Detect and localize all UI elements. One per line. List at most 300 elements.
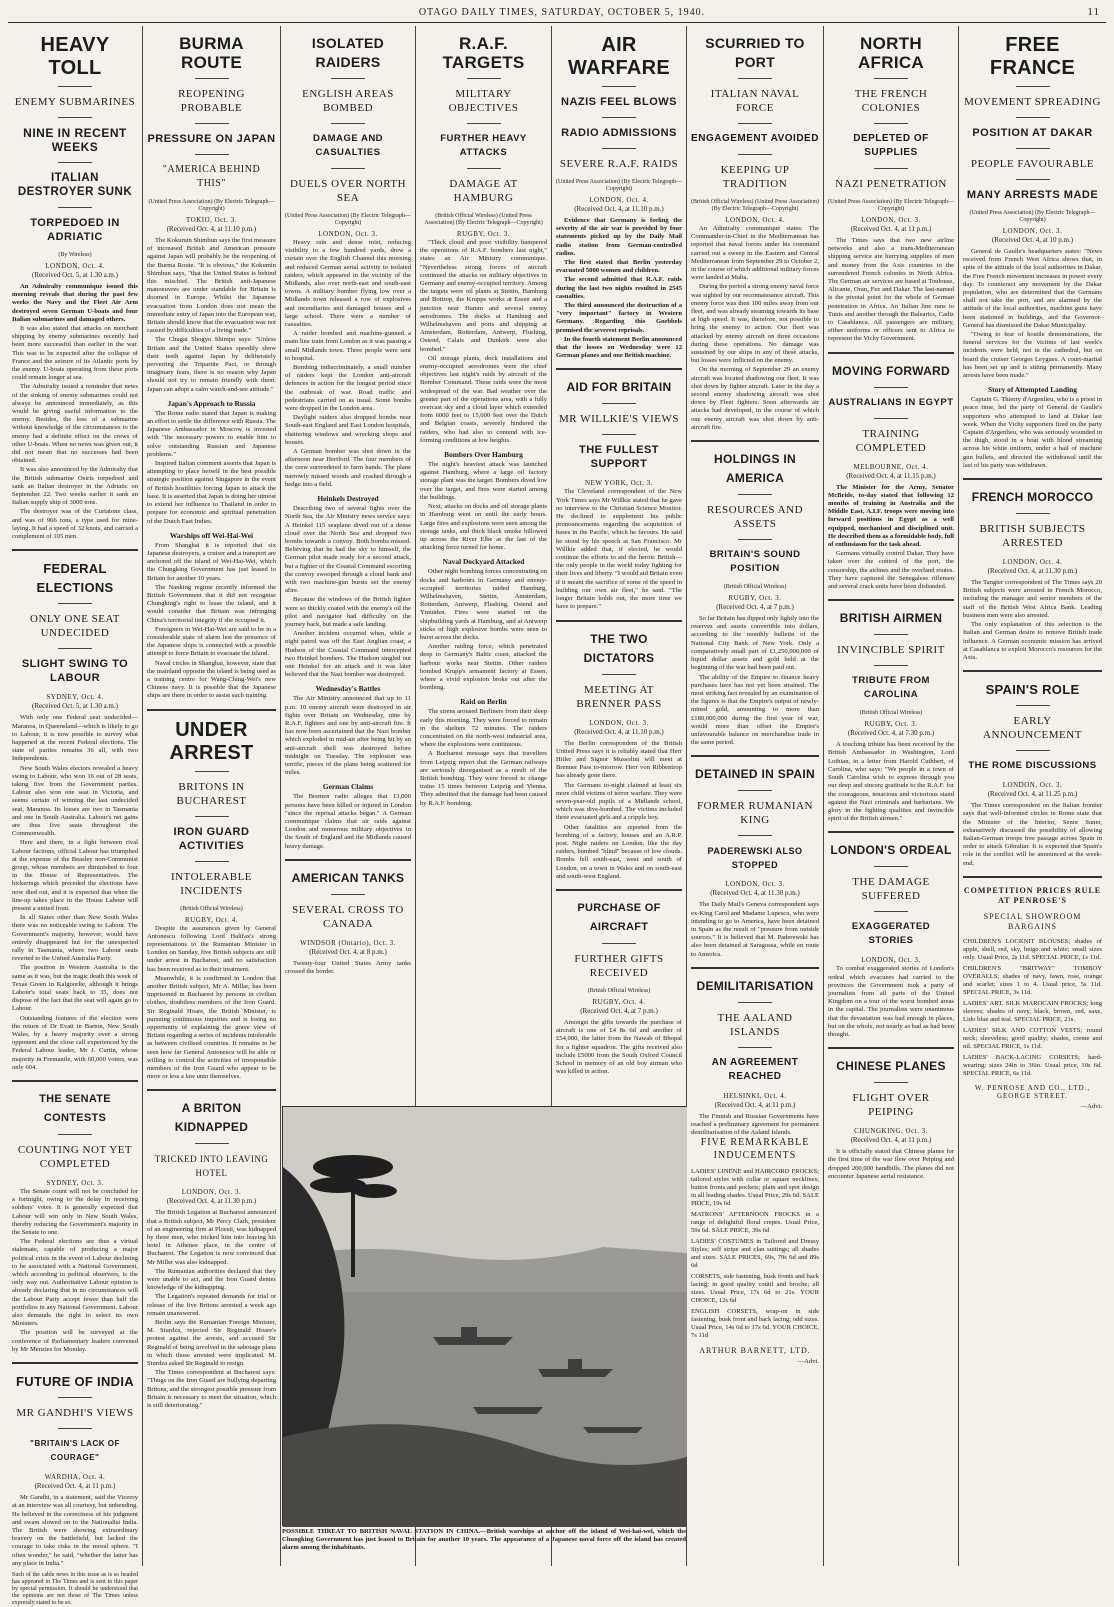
- paragraph: Inspired Italian comment asserts that Japan is attempting to place herself in the best possible strategic position against Singapore in the event of British hostilities forcing Japan to attack the base. It is asserted that Japan is doing her utmost to extend her influence to Thailand in order to prepare for economic and spiritual penetration of the Dutch East Indies.: [147, 460, 276, 525]
- divider: [874, 387, 908, 388]
- paragraph: The Minister for the Army, Senator McBride, to-day stated that following 12 months of training in Australia and the Middle East, A.I.F. troops were moving into forward positions in Egypt as a well equipped, mechanised and disciplined unit. He described them as a formidable body, full of enthusiasm for the task ahead.: [828, 483, 955, 549]
- paragraph: A touching tribute has been received by the British Ambassador in Washington, Lord Lothian, in a letter from Harold Cuthbert, of Carolina, who says: "We people in a town of South Carolina wish to express through you our deep and sincere gratitude to the R.A.F. for the courageous, tenacious and victorious stand against the Nazi criminals and barbarians. We glory in the fighting qualities and invincible spirit of the British airmen.": [828, 741, 954, 823]
- dateline: LONDON, Oct. 4.: [45, 262, 105, 270]
- side-heading: Japan's Approach to Russia: [167, 398, 256, 408]
- received-line: (Received Oct. 4, at 11.30 p.m.): [987, 567, 1078, 576]
- paragraph: The Rumanian authorities declared that they were unable to act, and the Iron Guard denies knowledge of the kidnapping.: [147, 1267, 276, 1292]
- article-body: [691, 225, 819, 432]
- paragraph: The Federal elections are thus a virtual stalemate, capable of producing a major political crisis in the event of Labour declining to be associated with a National Government, which according to political observers, is the only way out. Authoritative Labour opinion is already declaring that in no circumstances will the Labour Party accept fewer than half the portfolios in any National Government. Labour also demands the right to select its own Ministers.: [12, 1238, 138, 1328]
- article-body: [691, 901, 819, 958]
- advert-item: ENGLISH CORSETS, wrap-on in side fastening, busk front and back lacing; odd sizes. Usual Price, 14s 6d to 17s 6d. YOUR CHOICE, 7s 11d: [691, 1308, 819, 1339]
- article-body: [147, 1209, 276, 1410]
- divider: [467, 168, 501, 169]
- headline: BRITISH AIRMEN: [839, 611, 943, 626]
- received-line: (Received Oct. 4, at 8 p.m.): [309, 947, 387, 956]
- headline: PURCHASE OF AIRCRAFT: [577, 901, 661, 933]
- divider: [602, 674, 636, 675]
- divider: [195, 78, 229, 79]
- divider: [58, 1134, 92, 1135]
- subhead: FLIGHT OVER PEIPING: [852, 1092, 930, 1119]
- subhead: TRICKED INTO LEAVING HOTEL: [154, 1154, 269, 1179]
- dateline: LONDON, Oct. 3.: [861, 956, 921, 965]
- paragraph: The destroyer was of the Curtatone class, and was of 966 tons, a type used for mine-laying. It had a speed of 32 knots, and carried a complement of 105 men.: [12, 508, 138, 541]
- subhead: ENEMY SUBMARINES: [14, 96, 136, 108]
- column-2: [143, 26, 280, 1566]
- subhead: RADIO ADMISSIONS: [561, 127, 677, 139]
- article-body: [828, 484, 954, 592]
- paragraph: The Kokumin Shimbun says the first measure of increased British and American pressure against Japan will probably be the reopening of the Burma Route. "It is obvious," the Kokumin Shimbun says, "that the United States is behind this mischief. The British anti-Japanese manoeuvres are under standable for Britain is doomed in Europe. Whilst the Japanese evacuation from London does not mean the immediate entry of Japan into the European war, Britain should know that the evacuation was not caused by difficulties of a living trade.": [147, 237, 276, 335]
- article-isolated-raiders: [285, 34, 411, 851]
- divider: [58, 86, 92, 87]
- credit: (By Wireless): [58, 252, 92, 258]
- article-body: [828, 1148, 954, 1181]
- dateline: CHUNGKING, Oct. 3.: [854, 1127, 928, 1136]
- paragraph: A raider bombed and machine-gunned a main line train from London as it was passing a small Midlands town. Three people were sent to hospital.: [285, 330, 411, 362]
- paragraph: The Finnish and Russian Governments have reached a preliminary agreement for permanent demilitarisation of the Aaland Islands.: [691, 1112, 819, 1137]
- paragraph: Berlin says the Rumanian Foreign Minister, M. Sturdza, rejected Sir Reginald Hoare's protest against the arrests, and accused Sir Reginald of being involved in the sabotage plans in which those arrested were implicated. M. Sturdza asked Sir Reginald to resign.: [147, 1319, 276, 1368]
- column-5: [552, 26, 686, 1102]
- divider: [58, 162, 92, 163]
- headline: AIR WARFARE: [567, 34, 671, 79]
- paragraph: The Germans to-night claimed at least six more child victims of terror warfare. They were seven-year-old pupils of a Midlands school, which was dive-bombed. The victims included three evacuated girls and a cripple boy.: [556, 781, 682, 822]
- tree-canopy: [313, 1155, 393, 1179]
- page-number: 11: [1087, 6, 1100, 18]
- dateline: WINDSOR (Ontario), Oct. 3.: [300, 938, 396, 947]
- paragraph: Other fatalities are reported from the bombing of a factory, houses and an A.R.P. post. Night raiders on London, like the day raiders, bombed "blind" because of low clouds. Bombs fell south-east, west and south of London, on a town in Wales and on south-east and south-west England.: [556, 823, 682, 880]
- paragraph: The Nanking regime recently informed the British Government that it did not recognise Chungking's right to lease the island, and it would consider that Britain was infringing China's territorial integrity if she occupied it.: [147, 583, 276, 624]
- paragraph: In all States other than New South Wales there was no noticeable swing to Labour. The Government's majority, however, would have entirely disappeared but for the unexpected rally in Tasmania, where two Labour seats reverted to the United Australia Party.: [12, 914, 138, 963]
- paragraph: Outstanding features of the election were the return of Dr Evatt in Barton, New South Wales, by a heavy majority over a strong opponent and the close call experienced by the Federal Labour leader, Mr J. Curtin, whose majority in Fremantle, with 60,000 voters, was only 604.: [12, 1014, 138, 1071]
- divider: [1016, 86, 1050, 87]
- subhead: ENGLISH AREAS BOMBED: [302, 88, 394, 114]
- headline: FUTURE OF INDIA: [16, 1374, 134, 1390]
- section-rule: [556, 620, 682, 622]
- headline: CHINESE PLANES: [836, 1059, 946, 1074]
- credit: (United Press Association) (By Electric Telegraph—Copyright): [148, 199, 275, 212]
- subhead: ITALIAN DESTROYER SUNK: [17, 172, 133, 198]
- article-raf-targets: [420, 34, 547, 808]
- divider: [874, 123, 908, 124]
- divider: [602, 117, 636, 118]
- side-heading: German Claims: [322, 782, 374, 792]
- paragraph: The Daily Mail's Geneva correspondent says ex-King Carol and Madame Lupescu, who were intending to go to America, have been detained in Spain as the result of "pressure from outside sources." It is believed that M. Paderewski has also been detained at Saragossa, while en route to America.: [691, 901, 819, 958]
- warship-bridge: [568, 1359, 582, 1369]
- divider: [874, 866, 908, 867]
- article-spains-role: [963, 680, 1102, 868]
- headline: THE TWO DICTATORS: [583, 631, 655, 665]
- article-senate-contests: [12, 1090, 138, 1354]
- paragraph: Because the windows of the British fighter were so thickly coated with the enemy's oil the pilot and navigator had difficulty on the journey back, but made a safe landing.: [285, 596, 411, 628]
- divider: [1016, 179, 1050, 180]
- divider: [738, 78, 772, 79]
- harbour-photo-illustration: [283, 1107, 687, 1527]
- section-rule: [828, 352, 954, 354]
- article-holdings-in-america: [691, 450, 819, 747]
- credit: (British Official Wireless) (United Press Association) (By Electric Telegraph—Copyright): [424, 213, 543, 226]
- divider: [58, 117, 92, 118]
- column-4: [416, 26, 551, 1102]
- article-body: [828, 965, 954, 1039]
- paragraph: Heavy rain and dense mist, reducing visibility to a few hundred yards, drew a curtain over the English Channel this morning and reduced German aerial activity to isolated raiders, which appeared in the vicinity of the Midlands, also over north-east and south-east towns. A military bomber flying low over a Midlands town released a row of explosives and incendiaries and damaged houses and a large school. There were a number of casualties.: [285, 239, 411, 329]
- subhead: DUELS OVER NORTH SEA: [289, 178, 407, 204]
- advert-item: MATRONS' AFTERNOON FROCKS in a range of delightful floral crepes. Usual Price, 59s 6d. SALE PRICE, 39s 6d: [691, 1211, 819, 1234]
- divider: [331, 168, 365, 169]
- headline: SCURRIED TO PORT: [705, 35, 805, 70]
- headline: MOVING FORWARD: [832, 363, 950, 378]
- side-heading: Wednesday's Battles: [315, 684, 381, 694]
- subhead: BRITAIN'S SOUND POSITION: [709, 549, 801, 575]
- divider: [602, 403, 636, 404]
- paragraph: Describing two of several fights over the North Sea, the Air Ministry news service says: A Heinkel 115 seaplane dived out of a dense cloud over the North Sea and dropped two bombs towards a convoy. Both bombs missed. Believing that he had the sky to himself, the German pilot made ready for a second attack, but a fighter of the Coastal Command escorting the convoy swooped through a cloud bank and with two machine-gun bursts set the enemy afire.: [285, 505, 411, 595]
- section-rule: [963, 478, 1102, 480]
- advert-item: CORSETS, side fastening, busk fronts and back lacing; in good quality coutil and broche; all sizes. Usual Price, 17s 6d to 21s. YOUR CHOICE, 12s 6d: [691, 1273, 819, 1304]
- divider: [1016, 148, 1050, 149]
- paragraph: The Senate count will not be concluded for a fortnight, owing to the delay in receiving soldiers' votes. It is generally expected that Labour will win only in New South Wales, thereby reducing the Government's majority in the Senate to one.: [12, 1188, 138, 1237]
- dateline: HELSINKI, Oct. 4.: [723, 1091, 787, 1100]
- subhead: FORMER RUMANIAN KING: [697, 800, 813, 827]
- divider: [58, 1397, 92, 1398]
- subhead: RESOURCES AND ASSETS: [706, 504, 804, 531]
- credit: (United Press Association) (By Electric Telegraph—Copyright): [285, 213, 411, 226]
- subhead: INTOLERABLE INCIDENTS: [170, 870, 253, 897]
- subhead: THE ROME DISCUSSIONS: [968, 760, 1097, 772]
- subhead: PRESSURE ON JAPAN: [147, 133, 276, 145]
- dateline: SYDNEY, Oct. 3.: [46, 1179, 104, 1188]
- paragraph: The third announced the destruction of a "very important" factory in Western Germany. Regarding this Goebbels promised the severest reprisals.: [556, 302, 682, 334]
- section-rule: [556, 889, 682, 891]
- advert-subtitle: SPECIAL SHOWROOM BARGAINS: [983, 911, 1082, 931]
- dateline: LONDON, Oct. 4.: [1002, 558, 1063, 567]
- article-londons-ordeal: [828, 841, 954, 1039]
- article-body: [963, 802, 1102, 868]
- subhead: MEETING AT BRENNER PASS: [576, 683, 662, 710]
- subhead: "AMERICA BEHIND THIS": [162, 164, 261, 189]
- advert-penrose: [963, 886, 1102, 1111]
- divider: [874, 418, 908, 419]
- dateline: RUGBY, Oct. 3.: [864, 720, 918, 729]
- paragraph: The position in Western Australia is the same as it was, but the tragic death this week of Texas Green in Kalgoorlie, although it brings Labour's total seats back to 35, does not dispose of the fact that the seat will again go to Labour.: [12, 964, 138, 1013]
- dateline: LONDON, Oct. 4.: [725, 216, 785, 224]
- article-body: [556, 488, 682, 611]
- credit: (United Press Association) (By Electric Telegraph—Copyright): [828, 199, 954, 212]
- article-body: [556, 740, 682, 881]
- subhead: ENGAGEMENT AVOIDED: [691, 133, 819, 144]
- paragraph: Naval circles in Shanghai, however, state that the mainland opposite the island is being used as a training centre for Wang-Ching-Wei's new Chinese navy. It is possible that the Japanese ships are there in order to assist such training.: [147, 659, 276, 700]
- paragraph: Twenty-four United States Army tanks crossed the border.: [285, 959, 411, 976]
- received-line: (Received Oct. 4, at 11.15 p.m.): [846, 471, 936, 480]
- dateline: LONDON, Oct. 4.: [589, 196, 649, 204]
- dateline: LONDON, Oct. 3.: [861, 216, 921, 224]
- subhead: NINE IN RECENT WEEKS: [23, 126, 127, 154]
- article-federal-elections: [12, 559, 138, 1072]
- subhead: BRITISH SUBJECTS ARRESTED: [979, 523, 1086, 550]
- subhead: MR WILLKIE'S VIEWS: [559, 413, 679, 426]
- received-line: (Received Oct. 4, at 10 p.m.): [991, 236, 1074, 244]
- headline: FRENCH MOROCCO: [971, 490, 1094, 505]
- headline: ISOLATED RAIDERS: [311, 35, 385, 70]
- subhead: INVINCIBLE SPIRIT: [837, 644, 945, 657]
- divider: [195, 154, 229, 155]
- divider: [331, 123, 365, 124]
- advert-item: CHILDREN'S LOCKNIT BLOUSES; shades of apple, shell, red, sky, beige and white; small sizes only. Usual Price, 2s 11d. SPECIAL PRICE, 1s 11d.: [963, 937, 1102, 961]
- paragraph: Amongst the gifts towards the purchase of aircraft is one of £4 8s 6d and another of £54,000, the latter from the Nawab of Bhopal for a fighter squadron. The gifts received also include £5000 from the South Oxford Council School in memory of an old boy airman who was killed in action.: [556, 1018, 682, 1076]
- paragraph: So far Britain has dipped only lightly into the reserves and assets convertible into dollars, according to the monthly bulletin of the National City Bank of New York. Only a comparatively small part of £1,250,000,000 of liquid dollar assets and gold held at the beginning of the war had been paid out.: [691, 615, 819, 672]
- paragraph: From Shanghai it is reported that six Japanese destroyers, a cruiser and a transport are anchored off the island of Wei-Hai-Wei, which the Chungking Government has just leased to Britain for another 10 years.: [147, 541, 276, 582]
- article-demilitarisation: [691, 977, 819, 1138]
- paragraph: In the fourth statement Berlin announced that the losses on Wednesday were 12 German planes and one British machine.: [556, 335, 682, 360]
- article-body: [12, 714, 138, 1072]
- headline: SPAIN'S ROLE: [985, 682, 1080, 698]
- subhead: "BRITAIN'S LACK OF COURAGE": [30, 1439, 120, 1463]
- warship: [473, 1407, 543, 1414]
- side-heading: Heinkels Destroyed: [317, 494, 379, 504]
- dateline: RUGBY, Oct. 3.: [457, 230, 510, 238]
- subhead: TRAINING COMPLETED: [855, 427, 927, 454]
- article-free-france: [963, 34, 1102, 470]
- article-purchase-of-aircraft: [556, 899, 682, 1076]
- subhead: NAZIS FEEL BLOWS: [561, 96, 677, 108]
- subhead: SLIGHT SWING TO LABOUR: [21, 658, 129, 685]
- paragraph: The Chugai Shogyo Shimpo says: "Unless Britain and the United States speedily show their teeth against Japan by deliberately perverting the Tripartite Pact, or through imaginary fears, there is no reason why Japan should not try to remain friendly with them. Japan can adopt a calm watch-and-see attitude.": [147, 336, 276, 393]
- side-heading: Story of Attempted Landing: [988, 385, 1077, 395]
- paragraph: Another raiding force, which penetrated deep to Germany's Baltic coast, attacked the harbour works near Stettin. Other raiders bombed Krupp's armament factory at Essen, where a vivid explosion broke out after the bombing.: [420, 643, 547, 692]
- paragraph: The position will be surveyed at the conference of Parliamentary leaders convened by Mr Menzies for Monday.: [12, 1329, 138, 1353]
- headline: THE SENATE CONTESTS: [39, 1093, 111, 1125]
- dateline: LONDON, Oct. 3.: [181, 1188, 242, 1197]
- divider: [874, 78, 908, 79]
- divider: [58, 1428, 92, 1429]
- warship: [583, 1427, 643, 1433]
- advert-item: CHILDREN'S "BRITWAY" TOMBOY OVERALLS; shades of navy, fawn, rose, orange and scarlet; sizes 1 to 4. Usual price, 5s 11d. SPECIAL PRICE, 3s 11d.: [963, 964, 1102, 996]
- article-body: [556, 1019, 682, 1076]
- paragraph: During the period a strong enemy naval force was sighted by our reconnaissance aircraft. This enemy force was then 100 miles away from our fleet, and was already steaming towards its base at high speed. It was, therefore, not possible to bring the enemy to action. Our fleet was attacked by enemy aircraft on three occasions during these operations. No damage was sustained by our ships in any of these attacks, but losses were inflicted on the enemy.: [691, 283, 819, 365]
- divider: [738, 494, 772, 495]
- subhead: AN AGREEMENT REACHED: [711, 1056, 799, 1082]
- article-burma-route: [147, 34, 276, 701]
- divider: [738, 123, 772, 124]
- headline: FEDERAL ELECTIONS: [36, 561, 114, 596]
- divider: [1016, 705, 1050, 706]
- received-line: (Received Oct. 4, at 11.10 p.m.): [574, 205, 664, 213]
- headline: NORTH AFRICA: [857, 34, 924, 72]
- credit: (United Press Association) (By Electric Telegraph—Copyright): [969, 210, 1096, 223]
- received-line: (Received Oct. 4, at 11.10 p.m.): [166, 225, 257, 233]
- subhead: THE DAMAGE SUFFERED: [852, 876, 930, 903]
- section-rule: [963, 670, 1102, 672]
- credit: (British Official Wireless): [587, 987, 651, 994]
- article-body: [828, 741, 954, 823]
- paragraph: Oil storage plants, dock installations and enemy-occupied aerodromes were the chief objectives last night's raids by aircraft of the Bomber Command. These raids were the most widespread of the war. Bad weather over the greater part of the operations area, with a fully overcast sky and a cloud layer which extended from 6000 feet to 15,000 feet over the Dutch and Belgian coasts, severely hindered the raiders, who had also to contend with ice-forming conditions at low heights.: [420, 354, 547, 444]
- article-two-dictators: [556, 630, 682, 881]
- subhead: BRITONS IN BUCHAREST: [176, 780, 247, 807]
- footnote: Such of the cable news in this issue as is so headed has appeared in The Times and is sent to this paper by special permission. It should be understood that the opinions are not those of The Times unless expressly stated to be so.: [12, 1571, 138, 1606]
- paragraph: An Admiralty communique states: The Commander-in-Chief in the Mediterranean has reported that naval forces under his command carried out a sweep in the Eastern and Central Mediterranean from September 29 to October 2, in the course of which additional military forces were landed at Malta.: [691, 225, 819, 282]
- divider: [874, 1082, 908, 1083]
- paragraph: The night's heaviest attack was launched against Hamburg, where a large oil factory storage plant was the target. Bombers dived low over the target, and fires were started among the buildings.: [420, 461, 547, 501]
- subhead: EXAGGERATED STORIES: [851, 921, 931, 947]
- received-line: (Received Oct. 4, at 11 p.m.): [714, 1100, 796, 1109]
- paragraph: Despite the assurances given by General Antonescu following Lord Halifax's strong representations to the Rumanian Minister in London on Sunday, five British subjects are still under arrest in Bucharest, and no satisfaction has been received as to their treatment.: [147, 924, 276, 973]
- divider: [195, 1143, 229, 1144]
- paragraph: The Cleveland correspondent of the New York Times says Mr Willkie stated that he gave no interview to the Christian Science Monitor. He declined to supplement his public pronouncements regarding the acquisition of bases in the Pacific, which he favours. He said he stood by his speech at San Francisco. Mr Willkie added that, if elected, he would continue the efforts to aid the heroic British—the only people in the world today fighting for their lives and liberty. "I would aid Britain even if it meant the sacrifice of some of the speed in building our own air fleet," he said. "The longer Britain holds out, the more time we have to prepare.": [556, 488, 682, 611]
- divider: [602, 86, 636, 87]
- article-aid-for-britain: [556, 378, 682, 611]
- side-heading: Bombers Over Hamburg: [444, 450, 523, 460]
- advert-item: LADIES' SILK AND COTTON VESTS; round neck; sleeveless; good quality; shades, creme and nil. SPECIAL PRICE, 1s 11d.: [963, 1026, 1102, 1050]
- section-rule: [12, 549, 138, 551]
- paragraph: The Berlin correspondent of the British United Press says it is reliably stated that Herr Hitler and Signor Mussolini will meet at Brenner Pass to-morrow. Herr von Ribbentrop has already gone there.: [556, 739, 682, 780]
- subhead: DAMAGE AT HAMBURG: [449, 178, 518, 204]
- subhead: FURTHER GIFTS RECEIVED: [574, 952, 664, 979]
- divider: [467, 123, 501, 124]
- divider: [331, 894, 365, 895]
- section-rule: [147, 709, 276, 711]
- column-8: [959, 26, 1106, 1566]
- credit: (United Press Association) (By Electric Telegraph—Copyright): [556, 179, 682, 192]
- credit: (British Official Wireless): [180, 905, 243, 912]
- divider: [738, 1047, 772, 1048]
- advert-title: COMPETITION PRICES RULE AT PENROSE'S: [963, 885, 1102, 905]
- headline: AMERICAN TANKS: [291, 870, 405, 885]
- paragraph: A Bucharest message says that travellers from Leipzig report that the German railways are seriously disorganised as a result of the British bombing. They were forced to change trains 15 times between Leipzig and Vienna. They admitted that the damage had been caused by R.A.F. bombing.: [420, 750, 547, 807]
- section-rule: [691, 440, 819, 442]
- divider: [874, 634, 908, 635]
- divider: [1016, 117, 1050, 118]
- paragraph: An Admiralty communique issued this morning reveals that during the past few weeks the Navy and the Fleet Air Arm destroyed seven German U-boats and four Italian submarines and damaged others.: [12, 283, 138, 323]
- section-rule: [963, 876, 1102, 878]
- paragraph: The sirens aroused Berliners from their sleep early this morning. They were forced to remain in the shelters 72 minutes. The raiders concentrated on the north-west industrial area, where the explosions were continuous.: [420, 708, 547, 749]
- divider: [58, 207, 92, 208]
- dateline: RUGBY, Oct. 4.: [185, 915, 238, 924]
- advert-item: LADIES' LINENE and HAIRCORD FROCKS; tailored styles with collar or square necklines; button fronts and pockets; plain and spot design in all leading shades. Usual Price, 29s 6d. SALE PRICE, 19s 6d: [691, 1168, 820, 1207]
- subhead: THE FULLEST SUPPORT: [578, 444, 660, 471]
- subhead: ITALIAN NAVAL FORCE: [710, 88, 800, 114]
- subhead: KEEPING UP TRADITION: [720, 164, 790, 190]
- received-line: (Received Oct. 4, at 7.30 p.m.): [847, 729, 935, 738]
- subhead: SEVERE R.A.F. RAIDS: [559, 158, 679, 170]
- top-rule: [8, 22, 1106, 23]
- article-body: [963, 248, 1102, 470]
- article-body: [420, 239, 547, 808]
- divider: [738, 154, 772, 155]
- article-body: [556, 217, 682, 360]
- article-body: [12, 283, 138, 541]
- column-7: [824, 26, 958, 1566]
- article-north-africa: [828, 34, 954, 344]
- headline: DEMILITARISATION: [696, 978, 814, 993]
- received-line: (Received Oct. 4, at 11 p.m.): [850, 1136, 932, 1145]
- subhead: COUNTING NOT YET COMPLETED: [17, 1144, 133, 1171]
- article-body: [12, 1494, 138, 1568]
- paragraph: "Owing to fear of hostile demonstrations, the funeral services for the victims of last week's incidents were held, not in the cathedral, but on board the cruiser Georges Leygues. A court-martial has been set up and is sitting permanently. Many arrests have been made.": [963, 331, 1102, 380]
- article-briton-kidnapped: [147, 1099, 276, 1410]
- subhead: MR GANDHI'S VIEWS: [16, 1407, 134, 1420]
- headline: BURMA ROUTE: [179, 34, 244, 72]
- side-heading: Warships off Wei-Hai-Wei: [169, 530, 254, 540]
- received-line: (Received Oct. 4, at 7 p.m.): [716, 603, 794, 612]
- paragraph: To combat exaggerated stories of London's ordeal which evacuees had carried to the provinces the Government took a party of journalists from all parts of the United Kingdom on a tour of the worst bombed areas in the capital. The journalists were unanimous that the devastation was bad enough in places, but on the whole, not nearly as bad as had been thought.: [828, 965, 954, 1038]
- article-body: [147, 925, 276, 1082]
- paragraph: The Times correspondent at Bucharest says: "Thugs on the Iron Guard are bullying departing Britons, and the strongest possible pressure from Britain is necessary to meet the situation, which is still deteriorating.": [147, 1369, 276, 1410]
- credit: (British Official Wireless): [859, 710, 923, 717]
- tree-canopy: [353, 1184, 397, 1198]
- photo-caption: POSSIBLE THREAT TO BRITISH NAVAL STATION IN CHINA.—British warships at anchor off the island of Wei-hai-wei, which the Chungking Government has just leased to Britain for another 10 years. The appearance of a Japanese naval force off the island has created alarm among the inhabitants.: [282, 1528, 686, 1551]
- divider: [602, 434, 636, 435]
- advert-item: LADIES' ART. SILK MAROCAIN FROCKS; long sleeves; shades of navy, black, brown, red, saxe, Lido blue and teal. SPECIAL PRICE, 21s.: [963, 999, 1102, 1023]
- paragraph: Evidence that Germany is feeling the severity of the air war is provided by four statements picked up by the Daily Mail radio station from German-controlled radios.: [556, 217, 682, 257]
- headline: DETAINED IN SPAIN: [695, 767, 815, 782]
- paragraph: Here and there, in a fight between rival Labour factions, official Labour has triumphed at the expense of the Beasley non-Communist group, whose members are diminished to four in the House of Representatives. The bickerings which preceded the elections have now died out, and it is expected that when the line-up takes place in the House Labour will present a united front.: [12, 839, 138, 912]
- dateline: RUGBY, Oct. 4.: [592, 997, 646, 1006]
- advert-item: LADIES' BACK-LACING CORSETS; hard-wearing; sizes 24in to 36in. Usual price, 10s 6d. SPECIAL PRICE, 6s 11d.: [963, 1053, 1102, 1077]
- dateline: WARDHA, Oct. 4.: [44, 1473, 106, 1482]
- divider: [738, 790, 772, 791]
- paragraph: Mr Gandhi, in a statement, said the Viceroy at an interview was all courtesy, but unbending. He believed in the correctness of his judgment and swam slowed on to the Nationalist India. The British were showing extraordinary bravery on the battlefield, but lacked the courage to take risks in the moral sphere. "I often wonder," he said, "whether the latter has any place in India.": [12, 1494, 138, 1567]
- headline: A BRITON KIDNAPPED: [174, 1101, 249, 1135]
- paragraph: The Times correspondent on the Italian frontier says that well-informed circles in Rome state that the Minister of the Interior, Senor Suner, exhaustively discussed the possibility of allowing Italian-German troops free passage across Spain in order to attack Gibraltar. It is expected that Spain's role in the conflict will be announced at the week-end.: [963, 802, 1102, 867]
- article-body: [285, 960, 411, 976]
- divider: [58, 603, 92, 604]
- divider: [1016, 513, 1050, 514]
- paragraph: Meanwhile, it is confirmed in London that another British subject, Mr A. Millar, has been imprisoned in Bucharest by persons in civilian clothes, doubtless members of the Iron Guard. Sir Reginald Hoare, the British Minister, is pursuing continuous inquiries and is losing no opportunity of explaining the grave view of Britain regarding a series of incidents intolerable as between civilised countries. It remains to be seen how far General Antonescu will be able or willing to control the activities of irresponsible members of the Iron Guard who appear to be more or less a law unto themselves.: [147, 974, 276, 1081]
- dateline: LONDON, Oct. 3.: [725, 880, 785, 889]
- article-detained-in-spain: [691, 765, 819, 958]
- paragraph: A German bomber was shot down in the afternoon near Hertford. The four members of the crew surrendered to farm hands. The plane narrowly missed woods and crashed through a hedge into a field.: [285, 448, 411, 488]
- advert-mark: —Advt.: [1080, 1102, 1102, 1110]
- headline: HEAVY TOLL: [40, 34, 110, 79]
- subhead: MANY ARRESTS MADE: [966, 189, 1099, 201]
- subhead: MOVEMENT SPREADING: [964, 96, 1101, 108]
- paragraph: The Bremen radio alleges that 13,000 persons have been killed or injured in London "since the reprisal attacks began." A German communique claims that air raids against London and numerous military objectives in the South of England and the Midlands caused heavy damage.: [285, 793, 411, 850]
- section-rule: [828, 599, 954, 601]
- advert-arthur-barnett: [691, 1130, 819, 1566]
- advert-signature: W. PENROSE AND CO., LTD., GEORGE STREET.: [974, 1083, 1091, 1100]
- dateline: LONDON, Oct. 3.: [318, 230, 378, 238]
- headline: UNDER ARREST: [169, 718, 254, 764]
- paragraph: The Air Ministry announced that up to 11 p.m. 10 enemy aircraft were destroyed in air fights over Britain on Wednesday, nine by R.A.F. fighters and one by anti-aircraft fire. It has now been ascertained that the Nazi bomber which exploded in mid-air after being hit by an anti-aircraft shell was destroyed before midnight on Tuesday. The explosion was terrific, pieces of the plane being scattered for miles.: [285, 695, 411, 777]
- article-air-warfare: [556, 34, 682, 360]
- paragraph: The ability of the Empire to finance heavy purchases here has not yet been strained. The most striking fact revealed by an examination of the figures is that the Empire's output of newly-mined gold, amounting to more than £180,000,000 during the first year of war, would more than offset the Empire's unfavourable balance on merchandise trade in the same period.: [691, 673, 819, 747]
- section-rule: [828, 831, 954, 833]
- section-rule: [285, 859, 411, 861]
- paragraph: Foreigners in Wei-Hai-Wei are said to be in a considerable state of alarm lest the presence of the Japanese ships is connected with a possible attempt to force Britain to evacuate the island.: [147, 625, 276, 658]
- dateline: RUGBY, Oct. 3.: [728, 594, 782, 603]
- received-line: (Received Oct. 4, at 11.30 p.m.): [710, 889, 800, 898]
- article-chinese-planes: [828, 1057, 954, 1181]
- subhead: POSITION AT DAKAR: [972, 127, 1093, 139]
- article-body: [691, 615, 819, 747]
- warship-bridge: [461, 1327, 477, 1337]
- side-heading: Raid on Berlin: [460, 697, 507, 707]
- divider: [1016, 750, 1050, 751]
- subhead: AUSTRALIANS IN EGYPT: [828, 396, 954, 408]
- divider: [738, 835, 772, 836]
- subhead: REOPENING PROBABLE: [178, 88, 245, 114]
- column-3: [281, 26, 415, 1102]
- article-under-arrest: [147, 719, 276, 1082]
- paragraph: The Legation's repeated demands for trial or release of the five Britons arrested a week ago remain unanswered.: [147, 1293, 276, 1317]
- paragraph: Other night bombing forces concentrating on docks and harbours in Germany and enemy-occupied territories raided Hamburg, Wilhelmshaven, Stettin, Amsterdam, Rotterdam, Antwerp, Flushing, Ostend and Ymuiden. Fires were started on the shipbuilding yards at Hamburg, and at Antwerp sticks of high explosive bombs were seen to burst across the docks.: [420, 568, 547, 641]
- paragraph: Daylight raiders also dropped bombs near South-east England and East London hospitals, shattering windows and wrecking shops and houses.: [285, 414, 411, 446]
- divider: [874, 665, 908, 666]
- paragraph: It was also announced by the Admiralty that the British submarine Osiris torpedoed and sank an Italian destroyer in the Adriatic on September 22. Two weeks earlier it sank an Italian supply ship of 3000 tons.: [12, 466, 138, 507]
- section-rule: [691, 755, 819, 757]
- section-rule: [12, 1080, 138, 1082]
- divider: [195, 771, 229, 772]
- side-heading: Naval Dockyard Attacked: [442, 557, 525, 567]
- divider: [195, 123, 229, 124]
- received-line: (Received Oct. 4, at 7 p.m.): [580, 1006, 658, 1015]
